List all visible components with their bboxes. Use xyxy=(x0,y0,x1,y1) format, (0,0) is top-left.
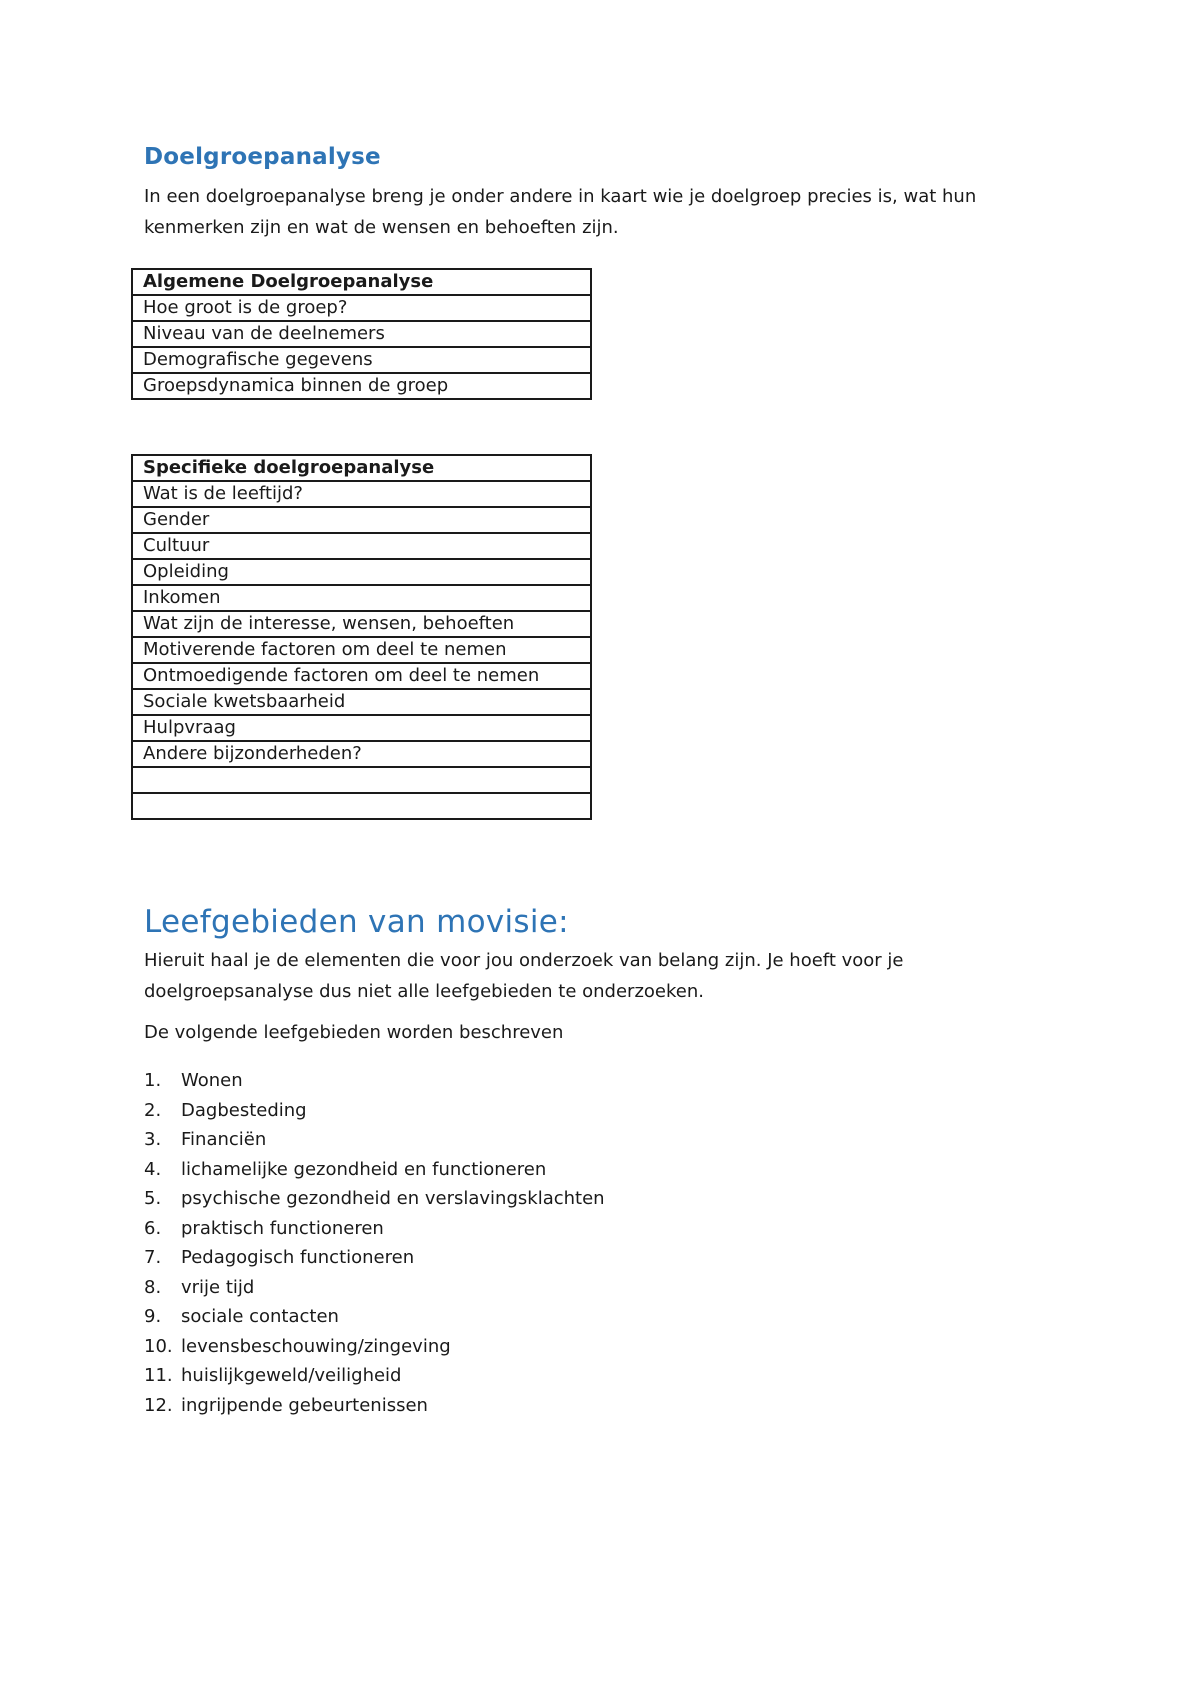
list-item xyxy=(144,1243,605,1273)
list-item-label: praktisch functioneren xyxy=(181,1217,384,1239)
table-cell: Motiverende factoren om deel te nemen xyxy=(132,637,591,663)
table-cell: Niveau van de deelnemers xyxy=(132,321,591,347)
table-header-row xyxy=(132,455,591,481)
table-row xyxy=(132,533,591,559)
table-header-row xyxy=(132,269,591,295)
list-item xyxy=(144,1273,605,1303)
table-cell: Groepsdynamica binnen de groep xyxy=(132,373,591,399)
table-row xyxy=(132,481,591,507)
table-cell: Hoe groot is de groep? xyxy=(132,295,591,321)
table-row xyxy=(132,663,591,689)
list-item xyxy=(144,1096,605,1126)
list-item-number: 8. xyxy=(144,1276,162,1298)
table-row xyxy=(132,295,591,321)
list-item xyxy=(144,1066,605,1096)
table-row xyxy=(132,347,591,373)
table-row xyxy=(132,741,591,767)
table-row xyxy=(132,611,591,637)
table-cell: Sociale kwetsbaarheid xyxy=(132,689,591,715)
life-areas-list xyxy=(144,1066,605,1420)
table-row-empty xyxy=(132,767,591,793)
table-cell: Wat is de leeftijd? xyxy=(132,481,591,507)
list-item-label: vrije tijd xyxy=(181,1276,255,1298)
list-lead-sentence: De volgende leefgebieden worden beschreven xyxy=(144,1022,564,1043)
list-item-label: ingrijpende gebeurtenissen xyxy=(181,1394,428,1416)
list-item xyxy=(144,1302,605,1332)
list-item-number: 2. xyxy=(144,1099,162,1121)
table-row xyxy=(132,715,591,741)
table-cell: Ontmoedigende factoren om deel te nemen xyxy=(132,663,591,689)
table-row xyxy=(132,637,591,663)
table-row xyxy=(132,321,591,347)
table-cell: Andere bijzonderheden? xyxy=(132,741,591,767)
list-item-number: 4. xyxy=(144,1158,162,1180)
list-item-number: 5. xyxy=(144,1188,162,1209)
list-item-number: 11. xyxy=(144,1365,173,1386)
leefgebieden-intro-paragraph: Hieruit haal je de elementen die voor jou onderzoek van belang zijn. Je hoeft voor je doelgroepsanalyse dus niet alle leefgebieden te onderzoeken. xyxy=(144,950,904,1002)
table-cell: Cultuur xyxy=(132,533,591,559)
table-row xyxy=(132,585,591,611)
list-item-number: 9. xyxy=(144,1306,162,1327)
list-item xyxy=(144,1155,605,1185)
table-cell: Hulpvraag xyxy=(132,715,591,741)
table-cell: Gender xyxy=(132,507,591,533)
list-item xyxy=(144,1125,605,1155)
list-item-number: 1. xyxy=(144,1070,162,1091)
list-item xyxy=(144,1332,605,1362)
list-item-label: levensbeschouwing/zingeving xyxy=(181,1335,451,1357)
list-item-number: 10. xyxy=(144,1335,173,1357)
list-item xyxy=(144,1214,605,1244)
list-item-number: 12. xyxy=(144,1394,173,1416)
list-item-label: Financiën xyxy=(181,1129,267,1150)
table-cell: Demografische gegevens xyxy=(132,347,591,373)
list-item-label: sociale contacten xyxy=(181,1306,339,1327)
specific-analysis-table xyxy=(131,454,592,820)
table-cell: Opleiding xyxy=(132,559,591,585)
table-row xyxy=(132,507,591,533)
list-item xyxy=(144,1391,605,1421)
list-item-label: huislijkgeweld/veiligheid xyxy=(181,1365,402,1386)
table-row xyxy=(132,559,591,585)
table-header-cell: Algemene Doelgroepanalyse xyxy=(132,269,591,295)
table-cell-empty xyxy=(132,767,591,793)
table-cell: Inkomen xyxy=(132,585,591,611)
list-item-number: 7. xyxy=(144,1247,162,1268)
list-item-label: psychische gezondheid en verslavingsklachten xyxy=(181,1188,605,1209)
list-item-number: 6. xyxy=(144,1217,162,1239)
table-row-empty xyxy=(132,793,591,819)
table-cell: Wat zijn de interesse, wensen, behoeften xyxy=(132,611,591,637)
table-header-cell: Specifieke doelgroepanalyse xyxy=(132,455,591,481)
table-cell-empty xyxy=(132,793,591,819)
list-item xyxy=(144,1361,605,1391)
list-item-label: Pedagogisch functioneren xyxy=(181,1247,415,1268)
list-item-label: lichamelijke gezondheid en functioneren xyxy=(181,1158,547,1180)
section-title-leefgebieden: Leefgebieden van movisie: xyxy=(144,904,569,940)
general-analysis-table xyxy=(131,268,592,400)
list-item-label: Wonen xyxy=(181,1070,243,1091)
table-row xyxy=(132,689,591,715)
table-row xyxy=(132,373,591,399)
section-title-doelgroepanalyse: Doelgroepanalyse xyxy=(144,144,381,170)
list-item-label: Dagbesteding xyxy=(181,1099,307,1121)
intro-paragraph: In een doelgroepanalyse breng je onder andere in kaart wie je doelgroep precies is, wat hun kenmerken zijn en wat de wensen en behoeften zijn. xyxy=(144,186,977,238)
list-item-number: 3. xyxy=(144,1129,162,1150)
list-item xyxy=(144,1184,605,1214)
